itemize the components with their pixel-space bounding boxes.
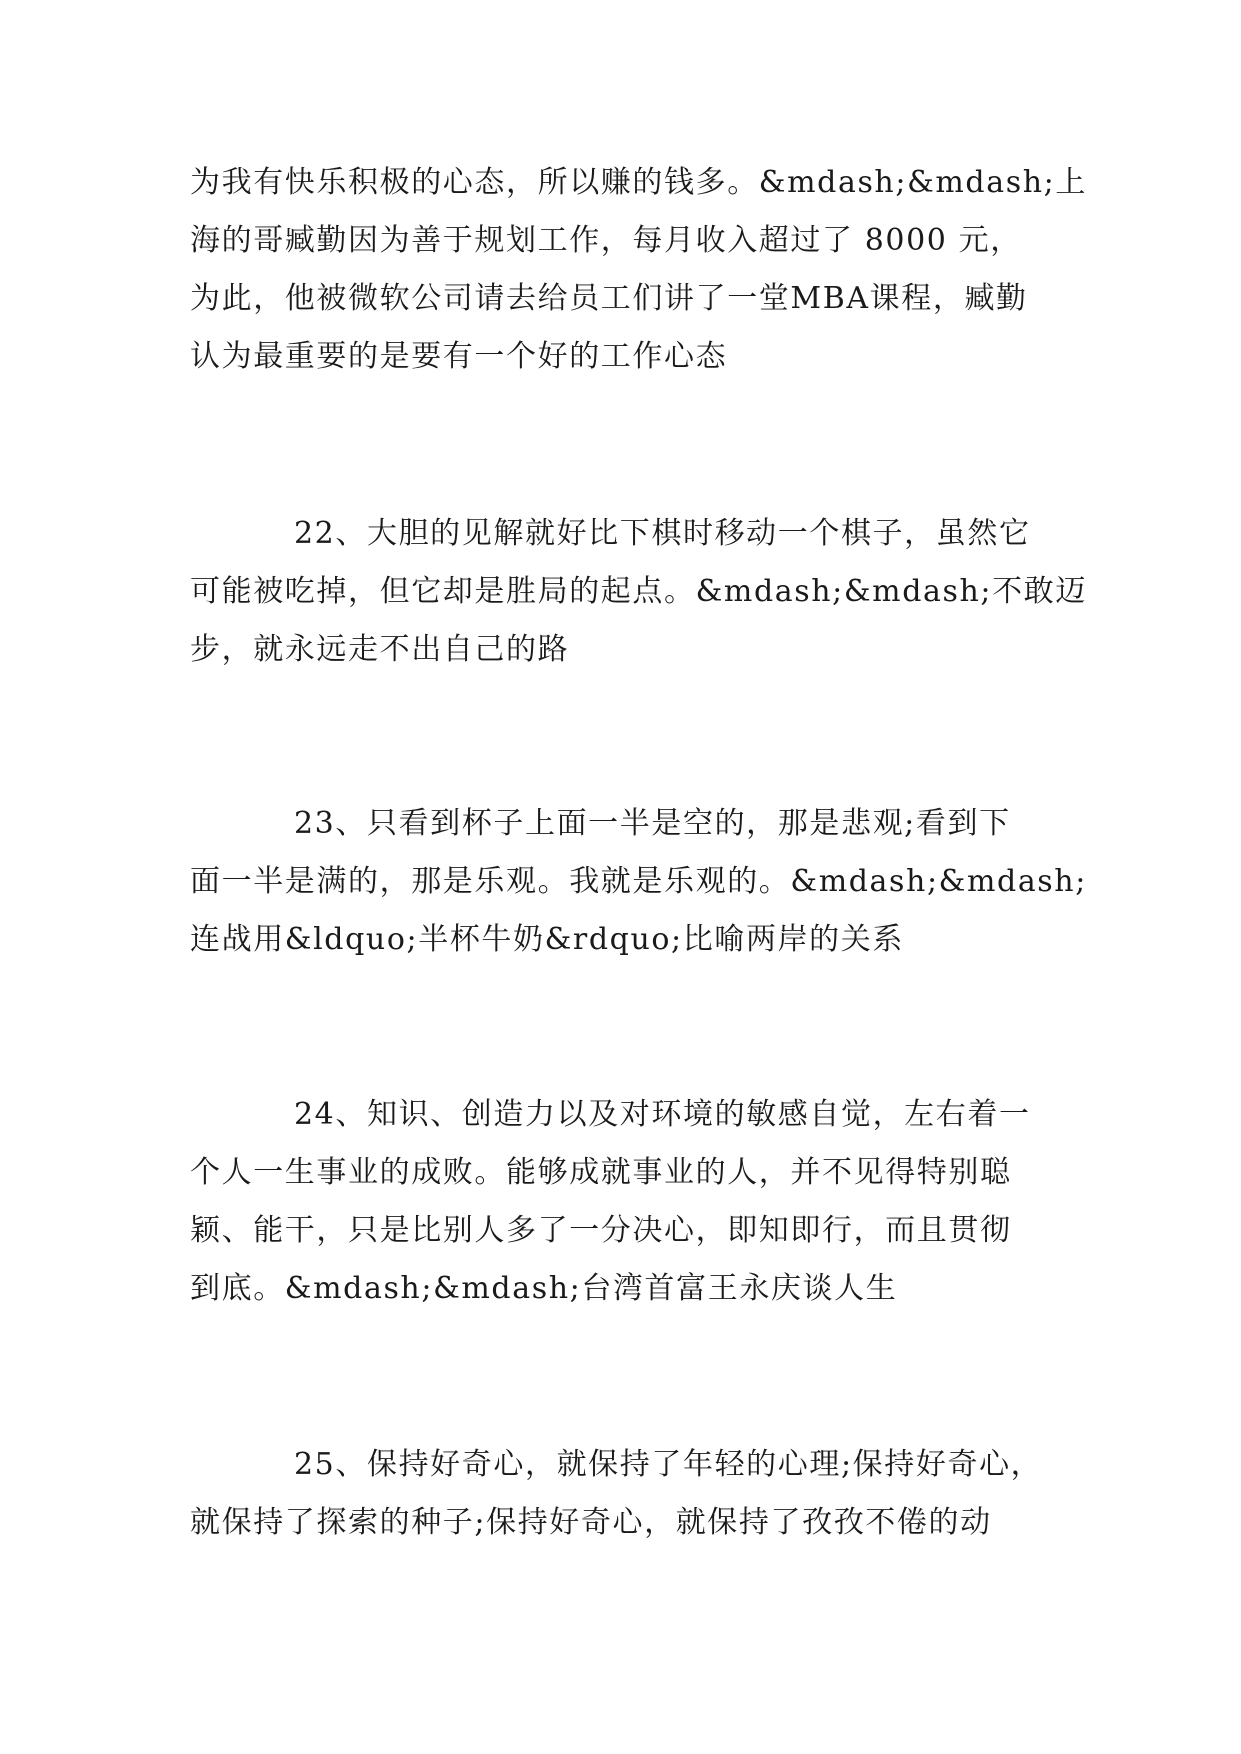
text-line: 个人一生事业的成败。能够成就事业的人，并不见得特别聪 (190, 1155, 1012, 1190)
text-line: 就保持了探索的种子;保持好奇心，就保持了孜孜不倦的动 (190, 1505, 992, 1540)
paragraph-22 (190, 505, 1087, 679)
text-line: 面一半是满的，那是乐观。我就是乐观的。&mdash;&mdash; (190, 864, 1087, 899)
paragraph-21-continued (190, 154, 1087, 386)
text-line: 24、知识、创造力以及对环境的敏感自觉，左右着一 (294, 1097, 1031, 1132)
text-line: 步，就永远走不出自己的路 (190, 632, 570, 667)
text-line: 到底。&mdash;&mdash;台湾首富王永庆谈人生 (190, 1271, 898, 1306)
text-line: 颖、能干，只是比别人多了一分决心，即知即行，而且贯彻 (190, 1213, 1012, 1248)
text-line: 为此，他被微软公司请去给员工们讲了一堂MBA课程，臧勤 (190, 281, 1028, 316)
text-line: 可能被吃掉，但它却是胜局的起点。&mdash;&mdash;不敢迈 (190, 574, 1087, 609)
text-line: 22、大胆的见解就好比下棋时移动一个棋子，虽然它 (294, 516, 1031, 551)
paragraph-25 (190, 1436, 1060, 1552)
text-line: 连战用&ldquo;半杯牛奶&rdquo;比喻两岸的关系 (190, 922, 904, 957)
paragraph-24 (190, 1086, 1060, 1318)
paragraph-23 (190, 795, 1087, 969)
text-line: 认为最重要的是要有一个好的工作心态 (190, 339, 728, 374)
text-line: 25、保持好奇心，就保持了年轻的心理;保持好奇心， (294, 1447, 1043, 1482)
text-line: 为我有快乐积极的心态，所以赚的钱多。&mdash;&mdash;上 (190, 165, 1087, 200)
text-line: 海的哥臧勤因为善于规划工作，每月收入超过了 8000 元， (190, 223, 1022, 258)
text-line: 23、只看到杯子上面一半是空的，那是悲观;看到下 (294, 806, 1011, 841)
